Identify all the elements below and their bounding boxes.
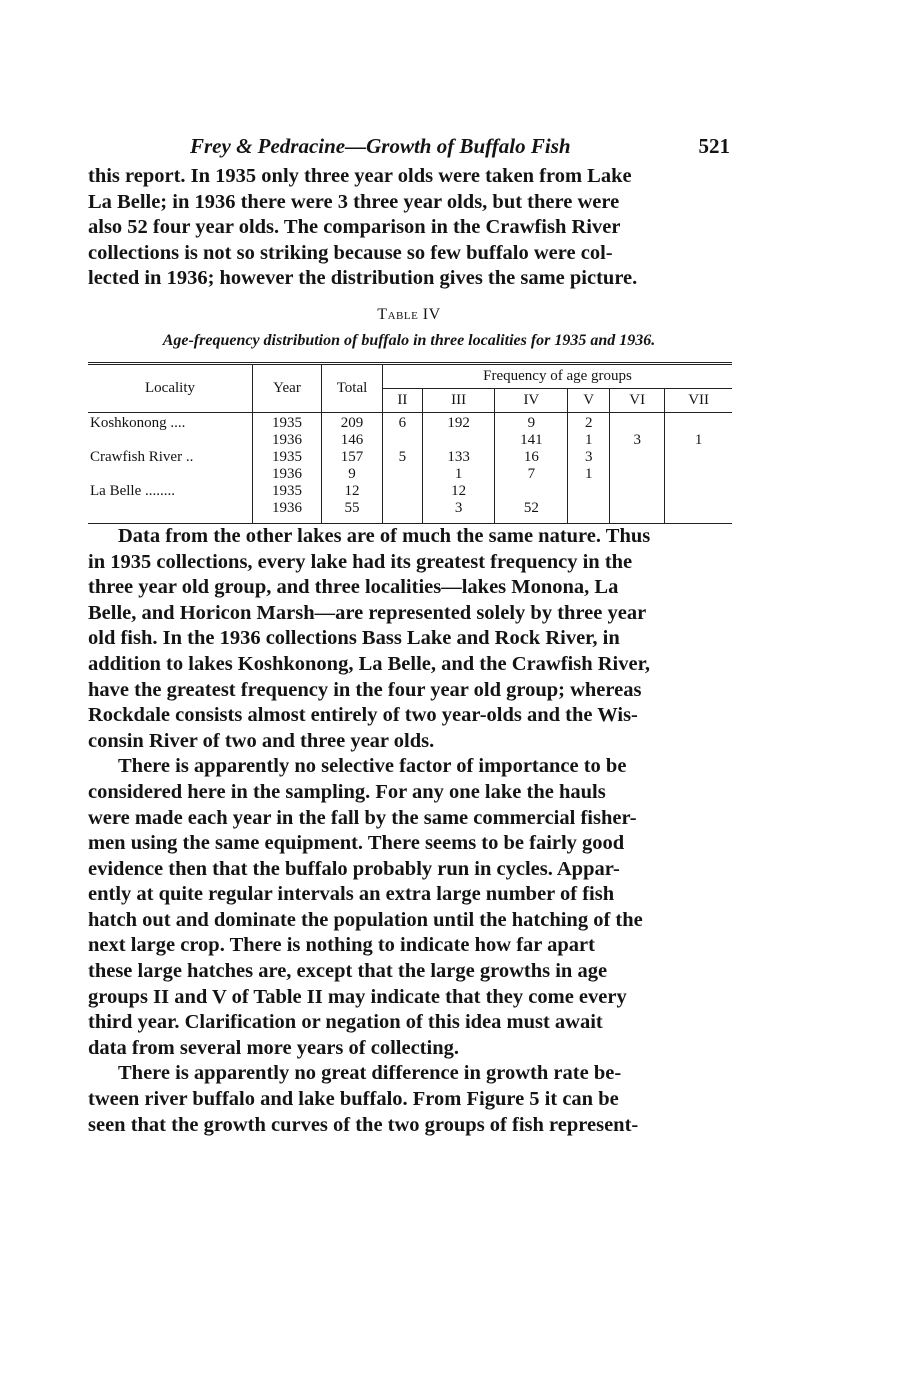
age-v-cell: 2 1 3 1: [568, 412, 610, 523]
age-vii-cell: 1: [665, 412, 732, 523]
header-total: Total: [322, 363, 383, 412]
header-frequency-group: Frequency of age groups: [383, 363, 733, 388]
header-age-ii: II: [383, 388, 423, 412]
age-frequency-table: [88, 362, 732, 524]
age-ii-cell: 6 5: [383, 412, 423, 523]
year-cell: 1935 1936 1935 1936 1935 1936: [253, 412, 322, 523]
running-title: Frey & Pedracine—Growth of Buffalo Fish: [190, 134, 571, 158]
paragraph-4: There is apparently no great difference in growth rate be- tween river buffalo and lake buffalo. From Figure 5 it can be seen that the growth curves of the two groups of fish represent-: [88, 1062, 639, 1136]
locality-cell: Koshkonong .... Crawfish River .. La Belle ........: [90, 414, 194, 499]
age-iii-cell: 192 133 1 12 3: [422, 412, 495, 523]
header-age-iv: IV: [495, 388, 568, 412]
paragraph-3: There is apparently no selective factor of importance to be considered here in the sampling. For any one lake the hauls were made each year in the fall by the same commercial fisher- men using the same equipment. There seems to be fairly good evidence then that the buffalo probably run in cycles. Appar- ently at quite regular intervals an extra large number of fish hatch out and dominate the population until the hatching of the next large crop. There is nothing to indicate how far apart these large hatches are, except that the large growths in age groups II and V of Table II may indicate that they come every third year. Clarification or negation of this idea must await data from several more years of collecting.: [88, 755, 643, 1059]
paragraph-1: this report. In 1935 only three year olds were taken from Lake La Belle; in 1936 there were 3 three year olds, but there were also 52 four year olds. The comparison in the Crawfish River collections is not so striking because so few buffalo were col- lected in 1936; however the distribution gives the same picture.: [88, 165, 638, 290]
table-description: Age-frequency distribution of buffalo in three localities for 1935 and 1936.: [162, 331, 656, 349]
header-locality: Locality: [88, 363, 253, 412]
page-number: 521: [698, 134, 730, 158]
header-age-vii: VII: [665, 388, 732, 412]
age-vi-cell: 3: [610, 412, 665, 523]
header-year: Year: [253, 363, 322, 412]
total-cell: 209 146 157 9 12 55: [322, 412, 383, 523]
paragraph-2: Data from the other lakes are of much the same nature. Thus in 1935 collections, every lake had its greatest frequency in the three year old group, and three localities—lakes Monona, La Belle, and Horicon Marsh—are represented solely by three year old fish. In the 1936 collections Bass Lake and Rock River, in addition to lakes Koshkonong, La Belle, and the Crawfish River, have the greatest frequency in the four year old group; whereas Rockdale consists almost entirely of two year-olds and the Wis- consin River of two and three year olds.: [88, 524, 651, 752]
header-age-vi: VI: [610, 388, 665, 412]
header-age-v: V: [568, 388, 610, 412]
age-iv-cell: 9 141 16 7 52: [495, 412, 568, 523]
header-age-iii: III: [422, 388, 495, 412]
page: [88, 128, 730, 1138]
table-caption: Table IV: [377, 305, 441, 323]
running-head: [88, 128, 730, 164]
